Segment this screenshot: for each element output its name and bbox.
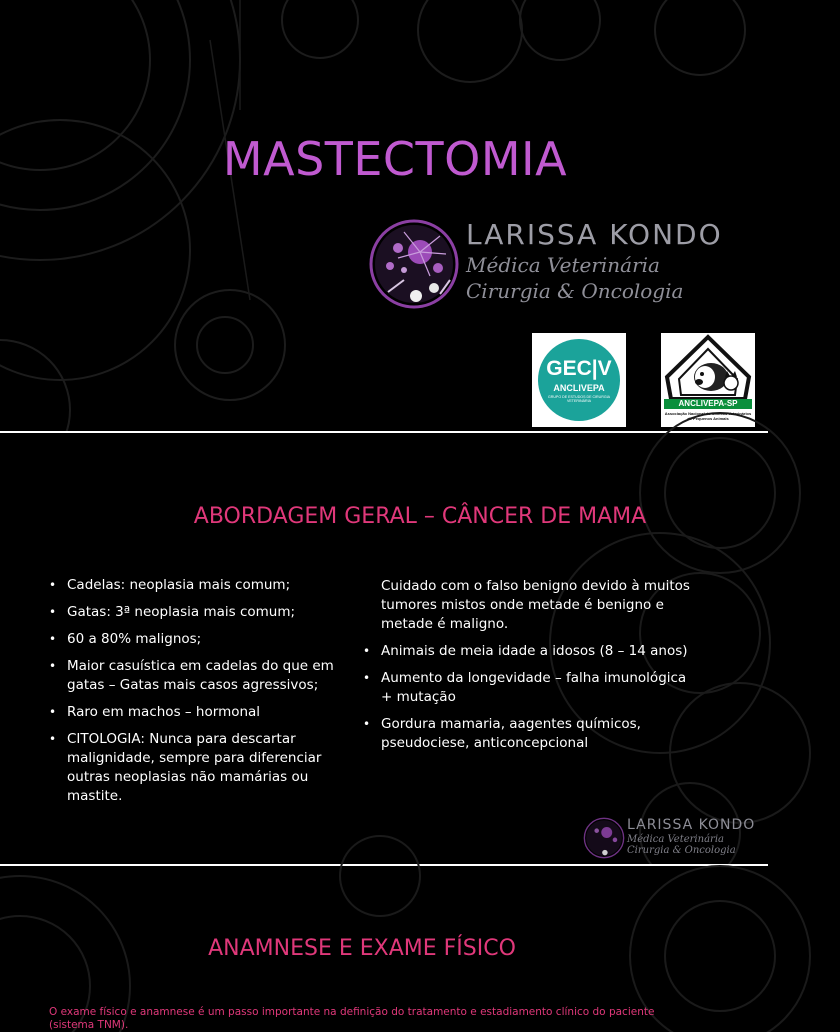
list-item: • Aumento da longevidade – falha imunológica + mutação xyxy=(362,669,690,707)
slide-general-approach xyxy=(0,433,768,864)
list-item: • Cadelas: neoplasia mais comum; xyxy=(48,576,366,595)
list-item: • Maior casuística em cadelas do que em gatas – Gatas mais casos agressivos; xyxy=(48,657,366,695)
larissa-kondo-logo-small xyxy=(583,817,768,863)
gecv-sub-label: ANCLIVEPA xyxy=(553,383,605,393)
slide-anamnesis xyxy=(0,866,768,1031)
section-title: ANAMNESE E EXAME FÍSICO xyxy=(208,936,516,961)
logo-subtitle-line1: Médica Veterinária xyxy=(627,834,724,845)
list-item: • Raro em machos – hormonal xyxy=(48,703,366,722)
left-bullet-list xyxy=(48,576,366,814)
logo-subtitle xyxy=(466,252,683,304)
background-circles-decoration xyxy=(0,0,768,431)
larissa-kondo-logo xyxy=(368,218,758,310)
logo-subtitle-line2: Cirurgia & Oncologia xyxy=(627,845,736,856)
page-title: MASTECTOMIA xyxy=(222,132,568,186)
body-paragraph: O exame físico e anamnese é um passo importante na definição do tratamento e estadiamento clínico do paciente (sistema TNM). xyxy=(49,1006,655,1031)
gecv-circle xyxy=(538,339,620,421)
gecv-tagline: GRUPO DE ESTUDOS DE CIRURGIA VETERINÁRIA xyxy=(547,395,611,403)
list-item: • Gatas: 3ª neoplasia mais comum; xyxy=(48,603,366,622)
intro-paragraph: Cuidado com o falso benigno devido à muitos tumores mistos onde metade é benigno e metade é maligno. xyxy=(381,578,690,632)
list-item: • Animais de meia idade a idosos (8 – 14 anos) xyxy=(362,642,690,661)
right-bullet-list xyxy=(362,577,690,761)
list-item: • Gordura mamaria, aagentes químicos, pseudociese, anticoncepcional xyxy=(362,715,690,753)
oncology-cell-logo-icon xyxy=(368,218,460,310)
anclivepa-banner: ANCLIVEPA-SP xyxy=(664,399,752,409)
list-item: • 60 a 80% malignos; xyxy=(48,630,366,649)
oncology-cell-logo-icon xyxy=(583,817,625,859)
gecv-anclivepa-badge xyxy=(532,333,626,427)
dog-cat-house-icon xyxy=(661,333,755,399)
list-item: • CITOLOGIA: Nunca para descartar malignidade, sempre para diferenciar outras neoplasias não mamárias ou mastite. xyxy=(48,730,366,806)
logo-subtitle-line2: Cirurgia & Oncologia xyxy=(466,279,684,303)
logo-subtitle xyxy=(627,834,736,856)
logo-subtitle-line1: Médica Veterinária xyxy=(466,253,660,277)
slide-title xyxy=(0,0,768,431)
logo-name: LARISSA KONDO xyxy=(627,817,756,833)
logo-name: LARISSA KONDO xyxy=(466,218,723,251)
section-title: ABORDAGEM GERAL – CÂNCER DE MAMA xyxy=(193,504,647,529)
anclivepa-subtitle: Associação Nacional de Clínicos Veterinários de Pequenos Animais xyxy=(664,411,752,421)
gecv-label: GEC|V xyxy=(546,357,612,380)
